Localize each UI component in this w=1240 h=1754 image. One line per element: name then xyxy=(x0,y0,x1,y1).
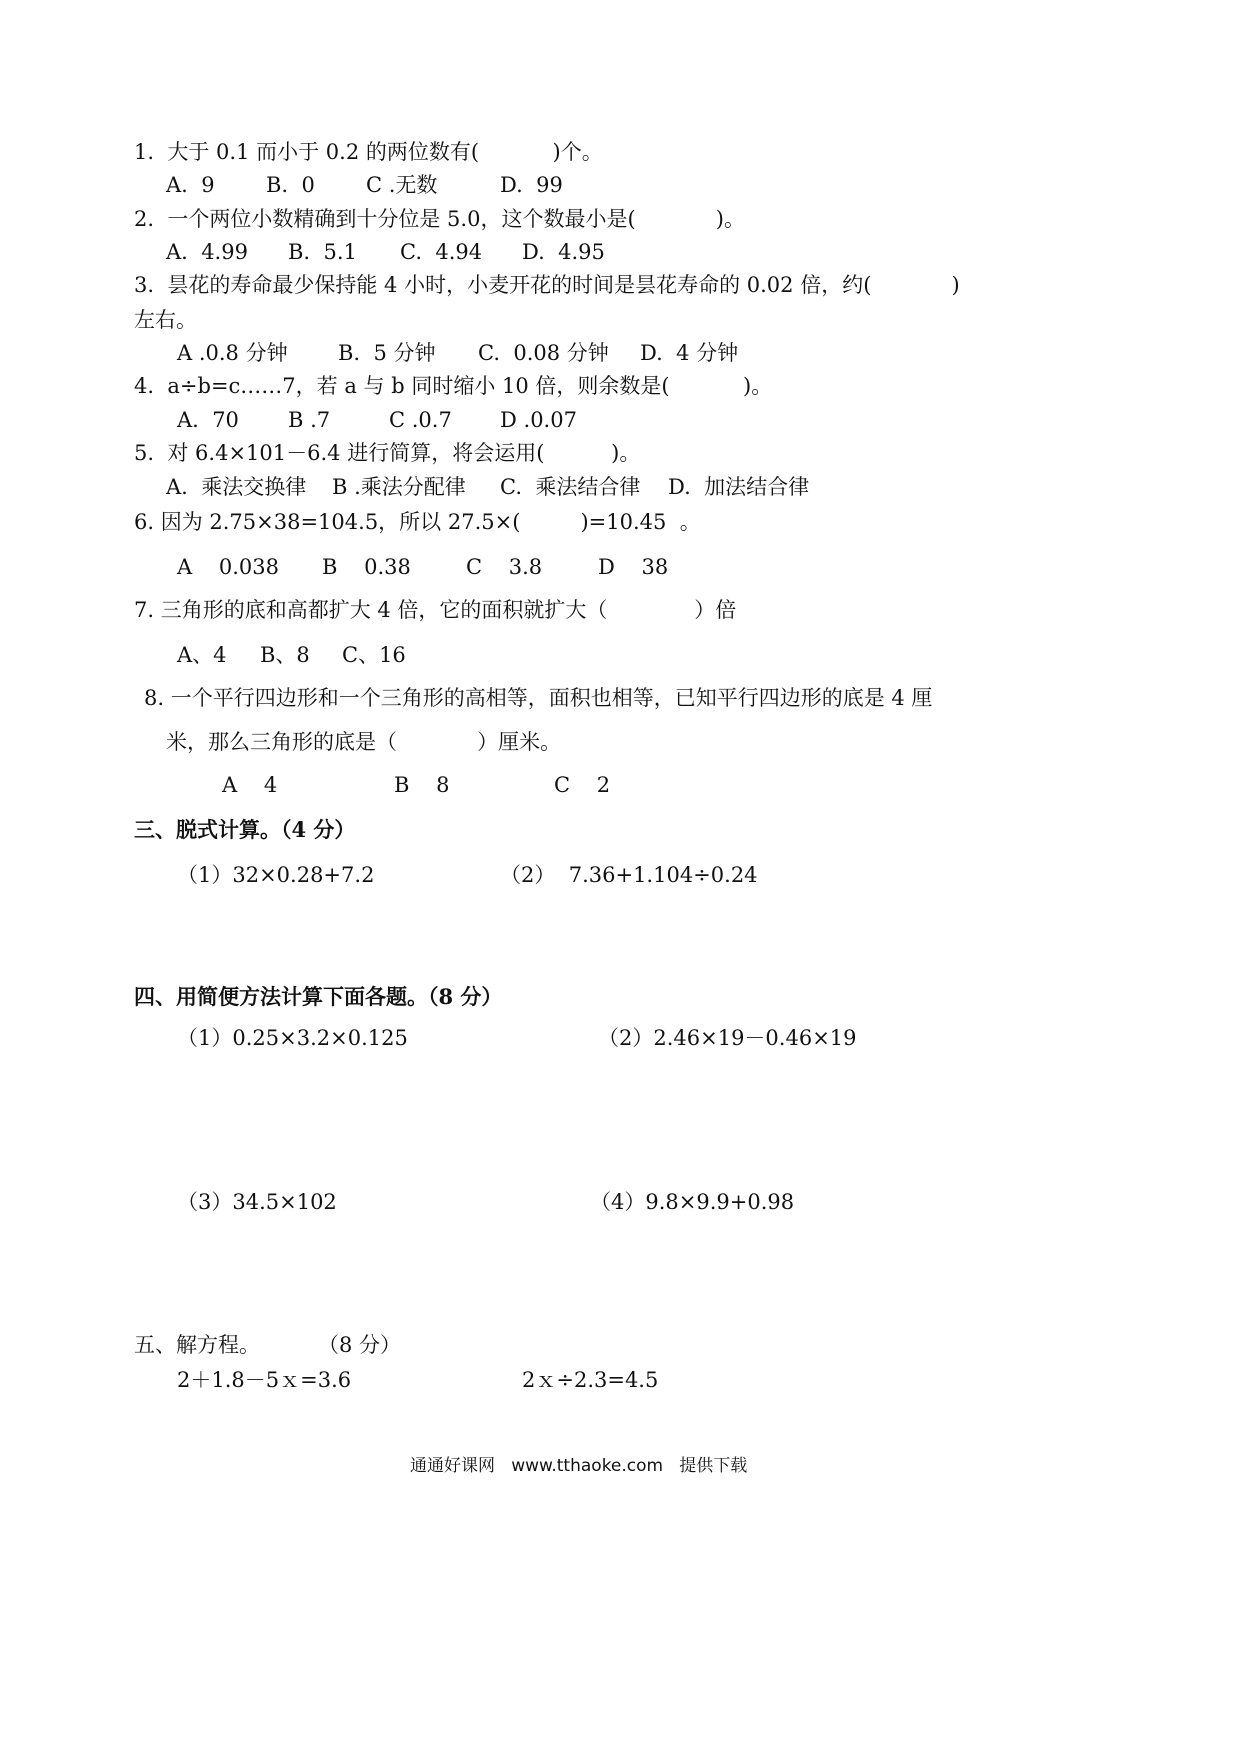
question-4-stem: 4. a÷b=c……7，若 a 与 b 同时缩小 10 倍，则余数是( )。 xyxy=(134,374,773,398)
q2-option-a: A. 4.99 xyxy=(166,240,248,264)
question-2-stem: 2. 一个两位小数精确到十分位是 5.0，这个数最小是( )。 xyxy=(134,207,745,231)
q1-option-a: A. 9 xyxy=(166,173,215,197)
q6-option-a: A 0.038 xyxy=(177,555,279,579)
section-4-title: 四、用简便方法计算下面各题。（8 分） xyxy=(134,984,503,1009)
q8-option-b: B 8 xyxy=(394,773,450,797)
question-3-stem-cont: 左右。 xyxy=(134,308,197,332)
q2-option-d: D. 4.95 xyxy=(522,240,605,264)
question-8-stem-cont: 米，那么三角形的底是（ ）厘米。 xyxy=(166,730,562,754)
q3-option-d: D. 4 分钟 xyxy=(640,341,739,365)
q8-option-a: A 4 xyxy=(222,773,278,797)
q4-option-c: C .0.7 xyxy=(389,408,452,432)
q4-option-a: A. 70 xyxy=(177,408,239,432)
s4-item-1: （1）0.25×3.2×0.125 xyxy=(177,1026,408,1050)
question-5-stem: 5. 对 6.4×101－6.4 进行简算，将会运用( )。 xyxy=(134,441,641,465)
q5-option-b: B .乘法分配律 xyxy=(332,475,466,499)
section-3-title: 三、脱式计算。（4 分） xyxy=(134,817,356,842)
q1-option-c: C .无数 xyxy=(366,173,438,197)
q1-option-b: B. 0 xyxy=(266,173,315,197)
question-8-stem: 8. 一个平行四边形和一个三角形的高相等，面积也相等，已知平行四边形的底是 4 厘 xyxy=(144,686,933,710)
question-7-stem: 7. 三角形的底和高都扩大 4 倍，它的面积就扩大（ ）倍 xyxy=(134,598,737,622)
q2-option-c: C. 4.94 xyxy=(400,240,483,264)
q3-option-b: B. 5 分钟 xyxy=(338,341,436,365)
q3-option-a: A .0.8 分钟 xyxy=(177,341,288,365)
q4-option-d: D .0.07 xyxy=(500,408,577,432)
s4-item-4: （4）9.8×9.9+0.98 xyxy=(590,1190,795,1214)
section-5-score: （8 分） xyxy=(318,1333,402,1357)
q7-option-c: C、16 xyxy=(342,643,406,667)
q2-option-b: B. 5.1 xyxy=(288,240,357,264)
question-6-stem: 6. 因为 2.75×38=104.5，所以 27.5×( )=10.45 。 xyxy=(134,510,701,534)
s3-item-1: （1）32×0.28+7.2 xyxy=(177,863,375,887)
q5-option-d: D. 加法结合律 xyxy=(668,475,810,499)
s5-equation-1: 2＋1.8－5ｘ=3.6 xyxy=(177,1368,352,1392)
q5-option-c: C. 乘法结合律 xyxy=(500,475,641,499)
q4-option-b: B .7 xyxy=(288,408,331,432)
q3-option-c: C. 0.08 分钟 xyxy=(478,341,609,365)
section-5-title: 五、解方程。 xyxy=(134,1333,260,1357)
question-1-stem: 1. 大于 0.1 而小于 0.2 的两位数有( )个。 xyxy=(134,140,603,164)
q6-option-b: B 0.38 xyxy=(322,555,411,579)
q7-option-a: A、4 xyxy=(177,643,227,667)
s3-item-2: （2） 7.36+1.104÷0.24 xyxy=(500,863,758,887)
s5-equation-2: 2ｘ÷2.3=4.5 xyxy=(522,1368,659,1392)
q6-option-d: D 38 xyxy=(598,555,669,579)
q5-option-a: A. 乘法交换律 xyxy=(166,475,307,499)
s4-item-2: （2）2.46×19－0.46×19 xyxy=(598,1026,857,1050)
s4-item-3: （3）34.5×102 xyxy=(177,1190,337,1214)
question-3-stem: 3. 昙花的寿命最少保持能 4 小时，小麦开花的时间是昙花寿命的 0.02 倍，约( ) xyxy=(134,273,960,297)
q6-option-c: C 3.8 xyxy=(466,555,543,579)
q8-option-c: C 2 xyxy=(554,773,611,797)
q1-option-d: D. 99 xyxy=(500,173,563,197)
footer-source: 通通好课网 www.tthaoke.com 提供下载 xyxy=(410,1456,748,1476)
q7-option-b: B、8 xyxy=(260,643,310,667)
